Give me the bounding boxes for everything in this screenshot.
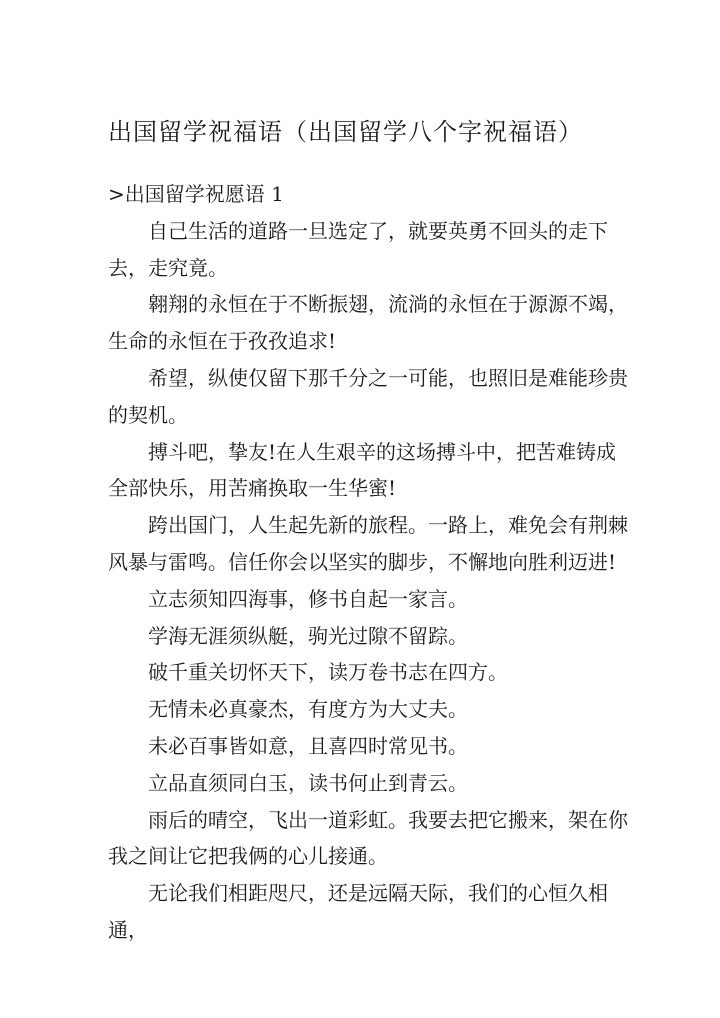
paragraph: 搏斗吧，挚友!在人生艰辛的这场搏斗中，把苦难铸成全部快乐，用苦痛换取一生华蜜! bbox=[108, 439, 617, 501]
document-body bbox=[108, 176, 628, 949]
paragraph: 自己生活的道路一旦选定了，就要英勇不回头的走下去，走究竟。 bbox=[108, 218, 608, 280]
section-heading: >出国留学祝愿语 1 bbox=[108, 182, 284, 206]
paragraph: 无论我们相距咫尺，还是远隔天际，我们的心恒久相通， bbox=[108, 881, 608, 942]
paragraph: 翱翔的永恒在于不断振翅，流淌的永恒在于源源不竭，生命的永恒在于孜孜追求! bbox=[108, 292, 628, 354]
paragraph: 雨后的晴空，飞出一道彩虹。我要去把它搬来，架在你我之间让它把我俩的心儿接通。 bbox=[108, 807, 628, 869]
paragraph: 未必百事皆如意，且喜四时常见书。 bbox=[148, 733, 468, 758]
paragraph: 立志须知四海事，修书自起一家言。 bbox=[148, 586, 468, 611]
paragraph: 跨出国门，人生起先新的旅程。一路上，难免会有荆棘风暴与雷鸣。信任你会以坚实的脚步，不懈地向胜利迈进! bbox=[108, 513, 628, 574]
paragraph: 无情未必真豪杰，有度方为大丈夫。 bbox=[148, 697, 468, 722]
paragraph: 破千重关切怀天下，读万卷书志在四方。 bbox=[148, 660, 508, 685]
paragraph: 立品直须同白玉，读书何止到青云。 bbox=[148, 770, 468, 795]
paragraph: 希望，纵使仅留下那千分之一可能，也照旧是难能珍贵的契机。 bbox=[108, 365, 628, 427]
paragraph: 学海无涯须纵艇，驹光过隙不留踪。 bbox=[148, 623, 468, 648]
page-title: 出国留学祝福语（出国留学八个字祝福语） bbox=[108, 118, 583, 146]
